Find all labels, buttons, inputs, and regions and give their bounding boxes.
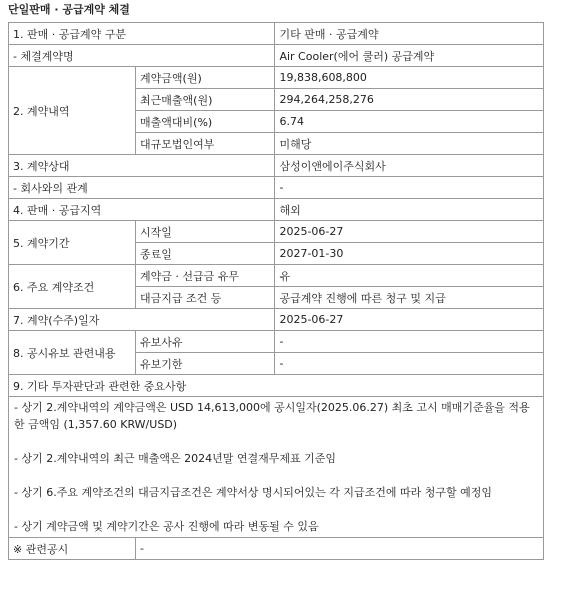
table-row	[9, 45, 544, 67]
row-value: -	[275, 177, 544, 199]
row-value: 삼성이앤에이주식회사	[275, 155, 544, 177]
row-value: 공급계약 진행에 따른 청구 및 지급	[275, 287, 544, 309]
note-paragraph: - 상기 2.계약내역의 계약금액은 USD 14,613,000에 공시일자(2025.06.27) 최초 고시 매매기준율을 적용한 금액임 (1,357.60 KRW/USD)	[14, 401, 530, 431]
note-paragraph: - 상기 계약금액 및 계약기간은 공사 진행에 따라 변동될 수 있음	[14, 520, 319, 533]
table-row	[9, 538, 544, 560]
table-row	[9, 67, 544, 89]
row-value: -	[275, 353, 544, 375]
row-label: 7. 계약(수주)일자	[9, 309, 275, 331]
disclosure-table	[8, 22, 544, 560]
row-value: 2025-06-27	[275, 309, 544, 331]
row-value: 해외	[275, 199, 544, 221]
row-value: -	[136, 538, 544, 560]
row-value: 2025-06-27	[275, 221, 544, 243]
sub-label: 시작일	[136, 221, 275, 243]
row-label: 1. 판매 · 공급계약 구분	[9, 23, 275, 45]
sub-label: 계약금액(원)	[136, 67, 275, 89]
row-value: 유	[275, 265, 544, 287]
table-row	[9, 155, 544, 177]
row-value: 6.74	[275, 111, 544, 133]
table-row	[9, 331, 544, 353]
table-row	[9, 23, 544, 45]
row-value: 19,838,608,800	[275, 67, 544, 89]
row-label: 2. 계약내역	[9, 67, 136, 155]
row-value: 294,264,258,276	[275, 89, 544, 111]
row-value: -	[275, 331, 544, 353]
table-row	[9, 177, 544, 199]
row-value: 기타 판매 · 공급계약	[275, 23, 544, 45]
note-paragraph: - 상기 2.계약내역의 최근 매출액은 2024년말 연결재무제표 기준임	[14, 452, 336, 465]
document-title: 단일판매 · 공급계약 체결	[8, 3, 130, 16]
sub-label: 유보사유	[136, 331, 275, 353]
row-label: - 체결계약명	[9, 45, 275, 67]
row-label: 4. 판매 · 공급지역	[9, 199, 275, 221]
table-row	[9, 199, 544, 221]
row-value: 2027-01-30	[275, 243, 544, 265]
sub-label: 매출액대비(%)	[136, 111, 275, 133]
row-value: 미해당	[275, 133, 544, 155]
row-label: 6. 주요 계약조건	[9, 265, 136, 309]
row-label: 8. 공시유보 관련내용	[9, 331, 136, 375]
notes-cell	[9, 397, 544, 538]
sub-label: 유보기한	[136, 353, 275, 375]
table-row	[9, 221, 544, 243]
sub-label: 종료일	[136, 243, 275, 265]
row-value: Air Cooler(에어 쿨러) 공급계약	[275, 45, 544, 67]
sub-label: 계약금 · 선급금 유무	[136, 265, 275, 287]
sub-label: 대규모법인여부	[136, 133, 275, 155]
row-label: 9. 기타 투자판단과 관련한 중요사항	[9, 375, 544, 397]
table-row	[9, 397, 544, 538]
sub-label: 대금지급 조건 등	[136, 287, 275, 309]
table-row	[9, 309, 544, 331]
row-label: - 회사와의 관계	[9, 177, 275, 199]
note-paragraph: - 상기 6.주요 계약조건의 대금지급조건은 계약서상 명시되어있는 각 지급조건에 따라 청구할 예정임	[14, 486, 492, 499]
row-label: ※ 관련공시	[9, 538, 136, 560]
row-label: 3. 계약상대	[9, 155, 275, 177]
sub-label: 최근매출액(원)	[136, 89, 275, 111]
table-row	[9, 375, 544, 397]
table-row	[9, 265, 544, 287]
row-label: 5. 계약기간	[9, 221, 136, 265]
